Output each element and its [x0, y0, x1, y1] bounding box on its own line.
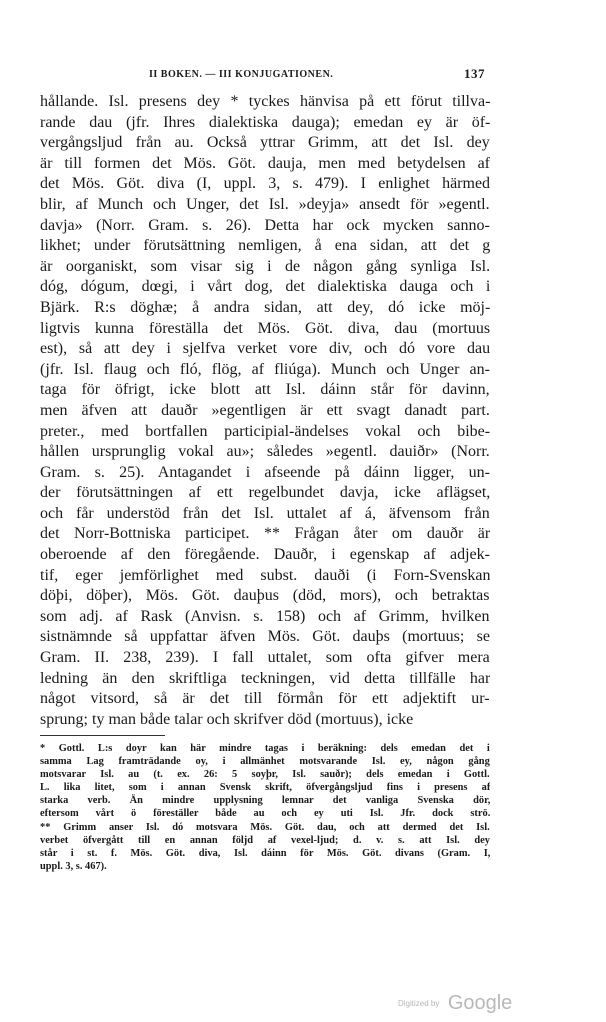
footnote-line: L. lika litet, som i annan Svensk skrift, öfvergångsljud fins i presens af — [40, 782, 490, 794]
text-line: likhet; under förutsättning nemligen, å ena sidan, att det g — [40, 237, 490, 255]
text-line: (jfr. Isl. flaug och fló, flög, af fliúga). Munch och Unger an- — [40, 360, 490, 378]
text-line: ligtvis kunna föreställa det Mös. Göt. diva, dau (mortuus — [40, 319, 490, 337]
footnote-line: eftersom vårt ö föreställer både au och ey uti Isl. Jfr. dock strö. — [40, 808, 490, 820]
text-line: men äfven att dauðr »egentligen är ett svagt danadt part. — [40, 401, 490, 419]
digitized-by-google-watermark — [398, 992, 512, 1015]
text-line: det Norr-Bottniska participet. ** Frågan åter om dauðr är — [40, 525, 490, 543]
text-line: Gram. II. 238, 239). I fall uttalet, som ofta gifver mera — [40, 649, 490, 667]
page-header — [40, 66, 485, 84]
text-line: taga för öfrigt, icke blott att Isl. dáinn står för davinn, — [40, 381, 490, 399]
footnote-line: ** Grimm anser Isl. dó motsvara Mös. Göt. dau, och att dermed det Isl. — [40, 821, 490, 833]
text-line: tif, eger jemförlighet med subst. dauði (i Forn-Svenskan — [40, 566, 490, 584]
text-line: och får understöd från det Isl. uttalet af á, äfvensom från — [40, 504, 490, 522]
footnote-line: starka verb. Än mindre upplysning lemnar det vanliga Svenska dör, — [40, 795, 490, 807]
watermark-small-text: Digitized by — [398, 999, 440, 1008]
footnote-line: verbet öfvergått till en annan följd af vexel-ljud; d. v. s. att Isl. dey — [40, 834, 490, 846]
text-line: ledning än den skriftliga teckningen, vid detta tillfälle har — [40, 669, 490, 687]
body-text — [40, 92, 490, 730]
footnote-line: motsvarar Isl. au (t. ex. 26: 5 soyþr, Isl. sauðr); dels emedan i Gottl. — [40, 769, 490, 781]
text-line: oberoende af den föregående. Dauðr, i egenskap af adjek- — [40, 546, 490, 564]
footnotes — [40, 742, 490, 873]
text-line: sprung; ty man både talar och skrifver död (mortuus), icke — [40, 710, 414, 728]
text-line: sistnämnde så uppfattar äfven Mös. Göt. dauþs (mortuus; se — [40, 628, 490, 646]
text-line: som adj. af Rask (Anvisn. s. 158) och af Grimm, hvilken — [40, 607, 490, 625]
google-logo: Google — [447, 992, 513, 1014]
text-line: davja» (Norr. Gram. s. 26). Detta har ock mycken sanno- — [40, 216, 490, 234]
text-line: döþi, döþer), Mös. Göt. dauþus (död, mors), och betraktas — [40, 587, 490, 605]
text-line: est), så att dey i sjelfva verket vore div, och dó vore dau — [40, 340, 490, 358]
text-line: det Mös. Göt. diva (I, uppl. 3, s. 479). I enlighet härmed — [40, 175, 490, 193]
footnote-line: uppl. 3, s. 467). — [40, 860, 107, 872]
text-line: der förutsättningen af ett regelbundet davja, icke aflägset, — [40, 484, 490, 502]
text-line: blir, af Munch och Unger, det Isl. »deyja» ansedt för »egentl. — [40, 195, 490, 213]
text-line: dóg, dógum, dœgi, i vårt dog, det dialektiska dauga och i — [40, 278, 490, 296]
text-line: är till formen det Mös. Göt. dauja, men med betydelsen af — [40, 154, 490, 172]
footnote-separator — [40, 735, 165, 736]
text-line: Bjärk. R:s döghæ; å andra sidan, att dey, dó icke möj- — [40, 298, 490, 316]
text-line: är oorganiskt, som visar sig i de någon gång synliga Isl. — [40, 257, 490, 275]
footnote-line: * Gottl. L:s doyr kan här mindre tagas i beräkning: dels emedan det i — [40, 743, 490, 754]
footnote-line: står i st. f. Mös. Göt. diva, Isl. dáinn för Mös. Göt. divans (Gram. I, — [40, 847, 490, 859]
text-line: något vitsord, så är det till förmån för ett adjektift ur- — [40, 690, 490, 708]
text-line: hållen ursprunglig vokal au»; således »egentl. dauiðr» (Norr. — [40, 443, 490, 461]
text-line: rande dau (jfr. Ihres dialektiska dauga); emedan ey är öf- — [40, 113, 490, 131]
text-line: hållande. Isl. presens dey * tyckes hänvisa på ett förut tillva- — [40, 93, 490, 110]
page-number: 137 — [464, 66, 485, 81]
text-line: Gram. s. 25). Antagandet i afseende på dáinn ligger, un- — [40, 463, 490, 481]
footnote-line: samma Lag framträdande oy, i allmänhet motsvarande Isl. ey, någon gång — [40, 756, 490, 768]
running-title: II BOKEN. — III KONJUGATIONEN. — [149, 69, 334, 80]
text-line: preter., med bortfallen participial-ändelses vokal och bibe- — [40, 422, 490, 440]
text-line: vergångsljud från au. Också yttrar Grimm, att det Isl. dey — [40, 134, 490, 152]
